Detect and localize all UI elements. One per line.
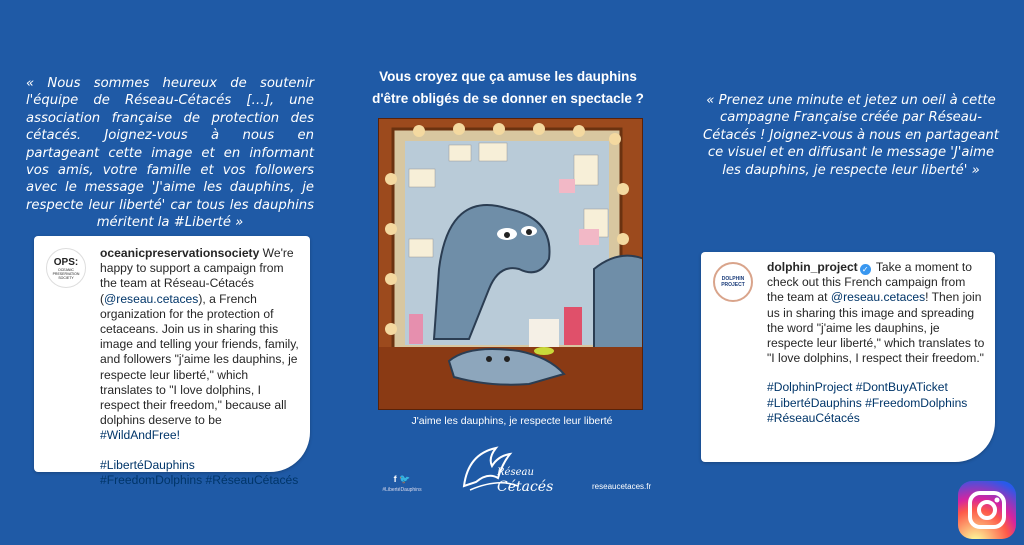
hashtag-wildandfree[interactable]: #WildAndFree!	[100, 428, 180, 443]
post-text-2: ! Then join us in sharing this image and spreading the word "j'aime les dauphins, je respecte leur liberté," which translates to "I love dolphins, I respect their freedom."	[767, 290, 985, 366]
avatar-ops-text: OPS:	[53, 256, 79, 268]
username-dolphin-project[interactable]: dolphin_project	[767, 260, 858, 274]
instagram-icon[interactable]	[958, 481, 1016, 539]
site-url[interactable]: reseaucetaces.fr	[592, 482, 652, 491]
post-hashtags[interactable]: #DolphinProject #DontBuyATicket #LibertéDauphins #FreedomDolphins #RéseauCétacés	[767, 380, 968, 425]
logo-line-1: Réseau	[497, 467, 534, 478]
mention-reseau-cetaces[interactable]: @reseau.cetaces	[104, 291, 199, 306]
footer-hashtag: #LibertéDauphins	[382, 487, 422, 493]
mention-reseau-cetaces[interactable]: @reseau.cetaces	[830, 290, 926, 305]
instagram-post-ops	[34, 236, 310, 487]
post-text	[767, 260, 985, 426]
headline	[360, 66, 656, 110]
quote-left: « Nous sommes heureux de soutenir l'équipe de Réseau-Cétacés […], une association française de protection des cétacés. Joignez-vous à nous en partageant cette image et en informant vos amis, votre famille et vos followers avec le message 'J'aime les dauphins, je respecte leur liberté' car tous les dauphins méritent la #Liberté »	[26, 76, 314, 231]
post-hashtags[interactable]: #LibertéDauphins #FreedomDolphins #RéseauCétacés	[100, 457, 299, 487]
instagram-glyph	[958, 481, 1016, 539]
post-text-1: Take a moment to check out this French campaign from the team at	[767, 260, 972, 305]
facebook-twitter-icon[interactable]: f 🐦	[393, 474, 411, 484]
cartoon-caption: J'aime les dauphins, je respecte leur liberté	[411, 415, 613, 427]
cartoon-svg	[379, 119, 643, 410]
headline-line-1: Vous croyez que ça amuse les dauphins	[379, 69, 637, 84]
instagram-post-dolphin-project	[701, 252, 995, 462]
post-text-1: We're happy to support a campaign from the team at Réseau-Cétacés (	[100, 246, 294, 306]
avatar-ops[interactable]	[46, 248, 86, 288]
avatar-dp-text: DOLPHIN PROJECT	[721, 276, 745, 288]
avatar-dolphin-project[interactable]	[713, 262, 753, 302]
verified-icon: ✓	[860, 264, 871, 275]
logo-line-2: Cétacés	[497, 479, 554, 495]
avatar-ops-subtext: OCEANIC PRESERVATION SOCIETY	[52, 267, 80, 280]
post-text	[100, 246, 300, 488]
cartoon-illustration	[378, 118, 643, 410]
headline-line-2: d'être obligés de se donner en spectacle ?	[372, 91, 644, 106]
footer-social	[372, 474, 432, 493]
logo-wordmark	[497, 466, 553, 494]
quote-right: « Prenez une minute et jetez un oeil à cette campagne Française créée par Réseau-Cétacés ! Joignez-vous à nous en partageant ce visuel et en diffusant le message 'J'aime les dauphins, je respecte leur liberté' »	[703, 93, 999, 178]
username-ops[interactable]: oceanicpreservationsociety	[100, 246, 260, 260]
post-text-2: ), a French organization for the protection of cetaceans. Join us in sharing this image and telling your friends, family, and followers "j'aime les dauphins, je respecte leur liberté," which translates to "I love dolphins, I respect their freedom," because all dolphins deserve to be	[100, 291, 299, 428]
